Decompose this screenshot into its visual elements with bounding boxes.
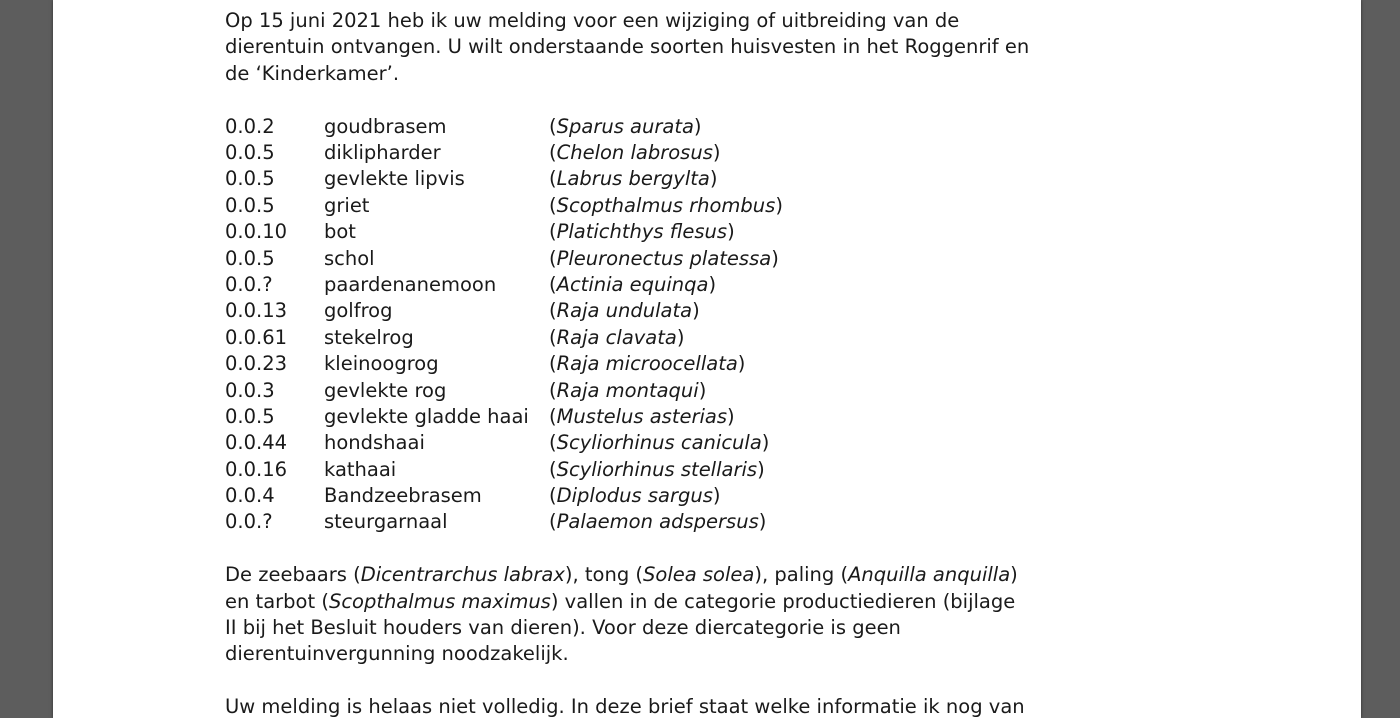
species-common-name: diklipharder bbox=[324, 141, 441, 164]
species-common-name: goudbrasem bbox=[324, 114, 447, 138]
paragraph-gap bbox=[225, 668, 1225, 694]
incomplete-notice-paragraph bbox=[225, 694, 1225, 718]
species-row bbox=[225, 325, 1225, 351]
species-scientific-name-wrapper: (Actinia equinqa) bbox=[549, 272, 717, 296]
species-scientific-name-wrapper: (Chelon labrosus) bbox=[549, 141, 721, 164]
species-scientific-name: Diplodus sargus bbox=[556, 484, 713, 508]
species-scientific-name-wrapper: (Raja microocellata) bbox=[549, 352, 746, 376]
species-row bbox=[225, 483, 1225, 509]
paragraph-line-1 bbox=[225, 562, 1225, 588]
document-page bbox=[53, 0, 1361, 718]
species-count: 0.0.? bbox=[225, 510, 273, 534]
species-scientific-name-wrapper: (Platichthys flesus) bbox=[549, 220, 735, 244]
species-scientific-name-wrapper: (Scopthalmus rhombus) bbox=[549, 193, 783, 217]
intro-line-2: dierentuin ontvangen. U wilt onderstaande soorten huisvesten in het Roggenrif en bbox=[225, 35, 1030, 59]
intro-line-1: Op 15 juni 2021 heb ik uw melding voor een wijziging of uitbreiding van de bbox=[225, 9, 960, 32]
species-row bbox=[225, 219, 1225, 245]
species-row bbox=[225, 114, 1225, 140]
intro-paragraph bbox=[225, 8, 1225, 87]
text-segment: ) vallen in de categorie productiedieren (bijlage bbox=[550, 589, 1016, 613]
species-scientific-name: Labrus bergylta bbox=[556, 167, 710, 191]
species-scientific-name-wrapper: (Raja clavata) bbox=[549, 325, 685, 349]
species-scientific-name: Raja undulata bbox=[556, 299, 693, 323]
species-scientific-name-wrapper: (Labrus bergylta) bbox=[549, 167, 718, 191]
species-common-name: gevlekte lipvis bbox=[324, 167, 465, 191]
species-scientific-name: Chelon labrosus bbox=[556, 141, 713, 164]
species-row bbox=[225, 246, 1225, 272]
species-common-name: steurgarnaal bbox=[324, 510, 448, 534]
species-count: 0.0.4 bbox=[225, 484, 275, 508]
text-segment: ), paling ( bbox=[754, 563, 849, 587]
species-scientific-name-wrapper: (Scyliorhinus stellaris) bbox=[549, 457, 765, 481]
scientific-name: Anquilla anquilla bbox=[848, 563, 1011, 587]
species-common-name: paardenanemoon bbox=[324, 272, 497, 296]
species-scientific-name-wrapper: (Raja undulata) bbox=[549, 299, 700, 323]
species-common-name: golfrog bbox=[324, 299, 393, 323]
species-row bbox=[225, 298, 1225, 324]
species-scientific-name: Pleuronectus platessa bbox=[556, 246, 772, 270]
species-count: 0.0.10 bbox=[225, 220, 288, 244]
letter-body bbox=[225, 8, 1225, 718]
species-count: 0.0.? bbox=[225, 272, 273, 296]
species-scientific-name: Mustelus asterias bbox=[556, 404, 728, 428]
species-common-name: kathaai bbox=[324, 457, 397, 481]
scientific-name: Dicentrarchus labrax bbox=[360, 563, 565, 587]
text-segment: ), tong ( bbox=[564, 563, 644, 587]
species-count: 0.0.5 bbox=[225, 141, 275, 164]
species-list bbox=[225, 114, 1225, 536]
species-row bbox=[225, 457, 1225, 483]
scientific-name: Solea solea bbox=[643, 563, 755, 587]
species-count: 0.0.5 bbox=[225, 193, 275, 217]
notice-line-1: Uw melding is helaas niet volledig. In deze brief staat welke informatie ik nog van bbox=[225, 695, 1025, 718]
species-row bbox=[225, 378, 1225, 404]
species-row bbox=[225, 430, 1225, 456]
paragraph-gap bbox=[225, 536, 1225, 562]
text-segment: De zeebaars ( bbox=[225, 563, 361, 587]
species-common-name: bot bbox=[324, 220, 356, 244]
species-scientific-name-wrapper: (Pleuronectus platessa) bbox=[549, 246, 779, 270]
species-scientific-name-wrapper: (Mustelus asterias) bbox=[549, 404, 735, 428]
species-scientific-name: Sparus aurata bbox=[556, 114, 694, 138]
species-row bbox=[225, 166, 1225, 192]
species-row bbox=[225, 193, 1225, 219]
intro-line-3: de ‘Kinderkamer’. bbox=[225, 61, 400, 85]
species-count: 0.0.5 bbox=[225, 404, 275, 428]
species-count: 0.0.61 bbox=[225, 325, 288, 349]
paragraph-line-4: dierentuinvergunning noodzakelijk. bbox=[225, 642, 569, 666]
species-scientific-name: Raja microocellata bbox=[556, 352, 738, 376]
species-row bbox=[225, 140, 1225, 166]
scientific-name: Scopthalmus maximus bbox=[328, 589, 551, 613]
species-scientific-name: Scopthalmus rhombus bbox=[556, 193, 776, 217]
species-common-name: Bandzeebrasem bbox=[324, 484, 482, 508]
species-scientific-name: Raja clavata bbox=[556, 325, 677, 349]
text-segment: ) bbox=[1010, 563, 1018, 587]
species-scientific-name: Raja montaqui bbox=[556, 378, 699, 402]
species-count: 0.0.23 bbox=[225, 352, 288, 376]
species-count: 0.0.5 bbox=[225, 167, 275, 191]
species-common-name: gevlekte rog bbox=[324, 378, 447, 402]
species-count: 0.0.3 bbox=[225, 378, 275, 402]
species-common-name: gevlekte gladde haai bbox=[324, 404, 529, 428]
species-scientific-name: Palaemon adspersus bbox=[556, 510, 759, 534]
species-scientific-name-wrapper: (Sparus aurata) bbox=[549, 114, 702, 138]
species-row bbox=[225, 351, 1225, 377]
species-count: 0.0.5 bbox=[225, 246, 275, 270]
species-scientific-name: Actinia equinqa bbox=[556, 272, 709, 296]
production-animals-paragraph bbox=[225, 562, 1225, 668]
species-scientific-name: Scyliorhinus stellaris bbox=[556, 457, 758, 481]
paragraph-line-2 bbox=[225, 589, 1225, 615]
species-count: 0.0.16 bbox=[225, 457, 288, 481]
species-scientific-name-wrapper: (Palaemon adspersus) bbox=[549, 510, 767, 534]
species-row bbox=[225, 272, 1225, 298]
species-scientific-name-wrapper: (Raja montaqui) bbox=[549, 378, 707, 402]
species-common-name: griet bbox=[324, 193, 370, 217]
species-count: 0.0.13 bbox=[225, 299, 288, 323]
text-segment: en tarbot ( bbox=[225, 589, 329, 613]
species-count: 0.0.2 bbox=[225, 114, 275, 138]
species-row bbox=[225, 509, 1225, 535]
species-row bbox=[225, 404, 1225, 430]
paragraph-gap bbox=[225, 87, 1225, 113]
species-common-name: stekelrog bbox=[324, 325, 414, 349]
species-common-name: schol bbox=[324, 246, 375, 270]
species-common-name: hondshaai bbox=[324, 431, 425, 455]
paragraph-line-3: II bij het Besluit houders van dieren). Voor deze diercategorie is geen bbox=[225, 616, 901, 640]
species-scientific-name: Scyliorhinus canicula bbox=[556, 431, 762, 455]
species-scientific-name-wrapper: (Diplodus sargus) bbox=[549, 484, 721, 508]
species-common-name: kleinoogrog bbox=[324, 352, 439, 376]
species-scientific-name-wrapper: (Scyliorhinus canicula) bbox=[549, 431, 770, 455]
species-scientific-name: Platichthys flesus bbox=[556, 220, 728, 244]
species-count: 0.0.44 bbox=[225, 431, 288, 455]
